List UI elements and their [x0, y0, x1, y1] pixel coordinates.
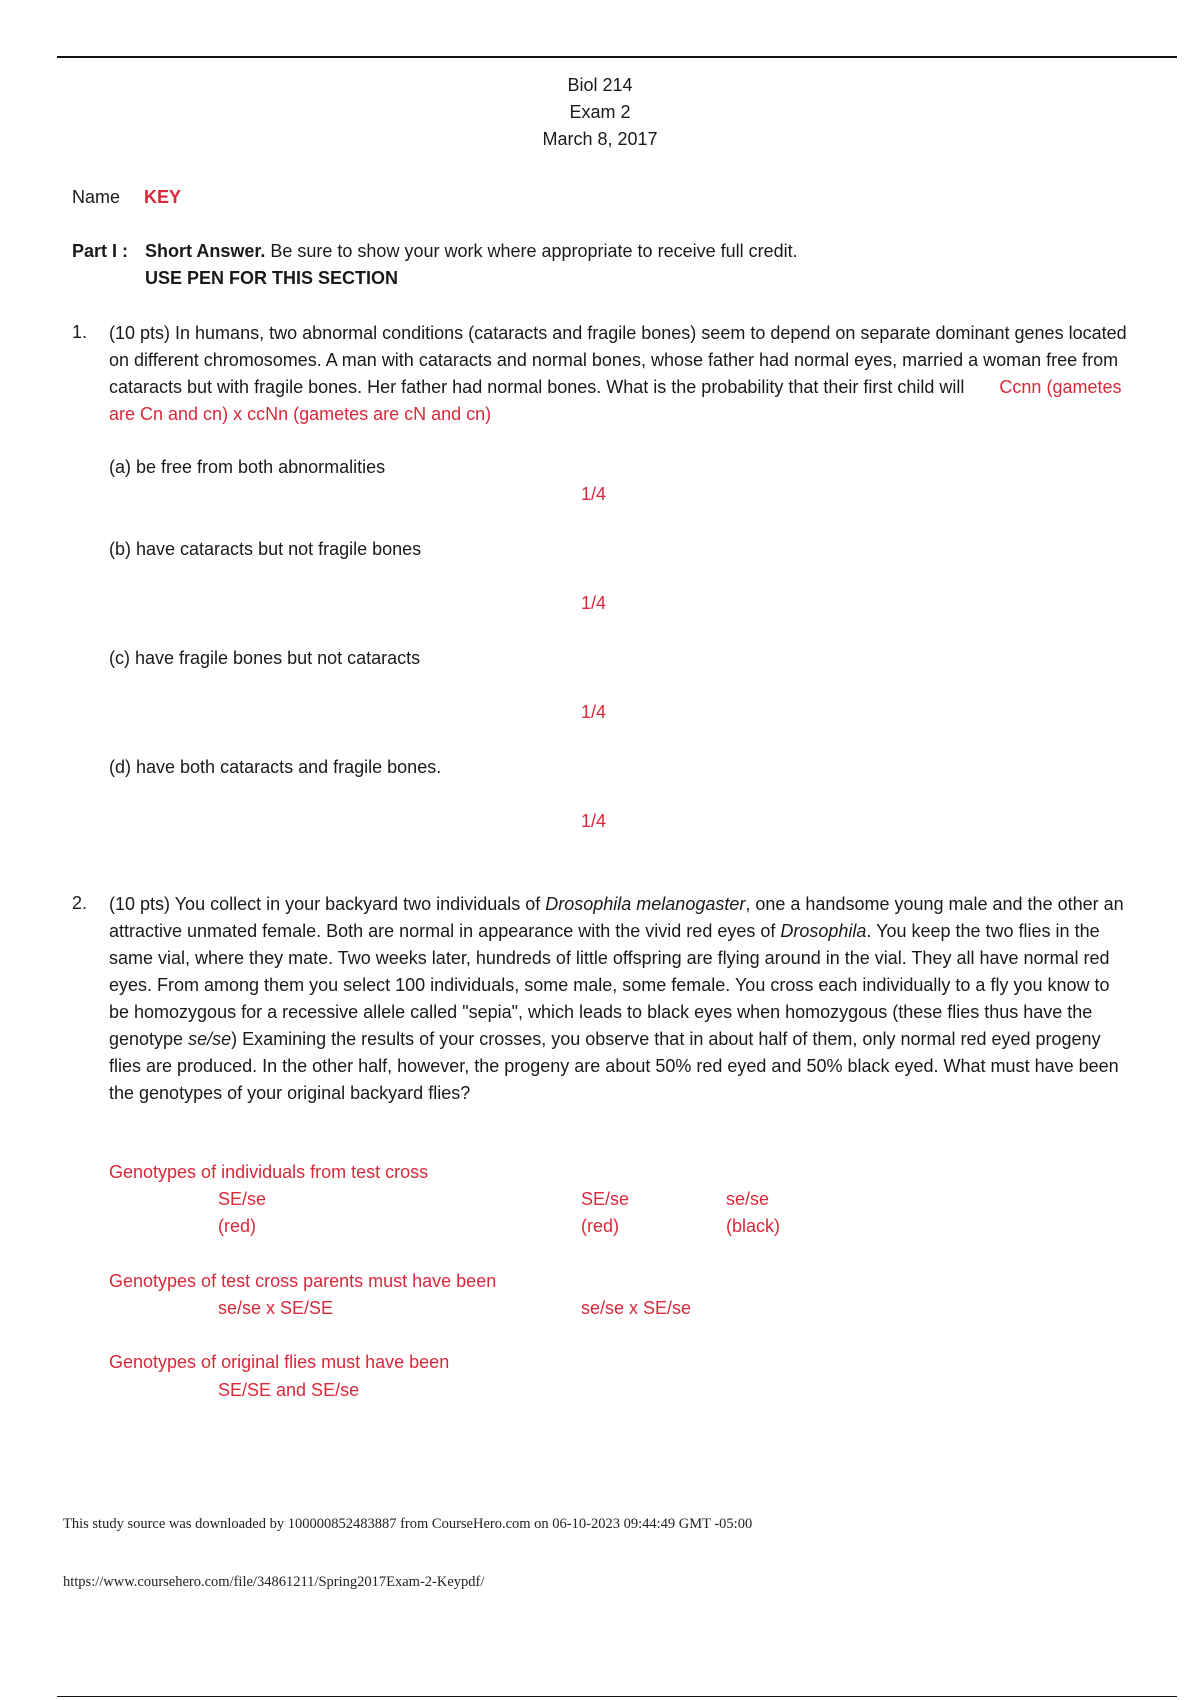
part-instructions	[145, 241, 798, 262]
q2-heading-test-cross: Genotypes of individuals from test cross	[109, 1162, 429, 1182]
q1-part-c: (c) have fragile bones but not cataracts	[109, 648, 421, 668]
q1-part-a: (a) be free from both abnormalities	[109, 457, 386, 477]
q2-original-genotypes: SE/SE and SE/se	[218, 1380, 360, 1400]
part-title: Short Answer.	[145, 241, 266, 261]
q2-phenotype-1: (red)	[218, 1216, 257, 1236]
q2-cross-1: se/se x SE/SE	[218, 1298, 334, 1318]
source-url[interactable]: https://www.coursehero.com/file/34861211/Spring2017Exam-2-Keypdf/	[63, 1574, 485, 1590]
q2-number: 2.	[72, 893, 88, 913]
part-instruction-text: Be sure to show your work where appropriate to receive full credit.	[270, 241, 798, 261]
q2-genotype: se/se	[188, 1029, 232, 1049]
name-label: Name	[72, 187, 121, 207]
q2-cross-2: se/se x SE/se	[581, 1298, 692, 1318]
q1-text	[109, 320, 1129, 428]
q2-phenotype-3: (black)	[726, 1216, 781, 1236]
q1-answer-c: 1/4	[581, 702, 607, 722]
q2-heading-parents: Genotypes of test cross parents must have been	[109, 1271, 497, 1291]
course-title: Biol 214	[567, 75, 633, 95]
q2-text-4: ) Examining the results of your crosses, you observe that in about half of them, only normal red eyed progeny flies are produced. In the other half, however, the progeny are about 50% red eyed and 50% black eyed. What must have been the genotypes of your original backyard flies?	[109, 1029, 1119, 1103]
q2-text	[109, 891, 1129, 1107]
q1-part-d: (d) have both cataracts and fragile bones.	[109, 757, 442, 777]
part-label: Part I :	[72, 241, 129, 261]
q2-text-2: , one a handsome young male and the other an attractive unmated female. Both are normal in appearance with the vivid red eyes of	[109, 894, 1124, 941]
q2-phenotype-2: (red)	[581, 1216, 620, 1236]
exam-title: Exam 2	[569, 102, 631, 122]
download-note: This study source was downloaded by 100000852483887 from CourseHero.com on 06-10-2023 09:44:49 GMT -05:00	[63, 1516, 753, 1532]
q2-genotype-1: SE/se	[218, 1189, 267, 1209]
q1-prompt: (10 pts) In humans, two abnormal conditions (cataracts and fragile bones) seem to depend on separate dominant genes located on different chromosomes. A man with cataracts and normal bones, whose father had normal eyes, married a woman free from cataracts but with fragile bones. Her father had normal bones. What is the probability that their first child will	[109, 323, 1127, 397]
q1-answer-a: 1/4	[581, 484, 607, 504]
q1-answer-d: 1/4	[581, 811, 607, 831]
q2-genus: Drosophila	[780, 921, 867, 941]
top-rule	[57, 56, 1177, 58]
q1-number: 1.	[72, 322, 88, 342]
q2-text-3: . You keep the two flies in the same vial, where they mate. Two weeks later, hundreds of little offspring are flying around in the vial. They all have normal red eyes. From among them you select 100 individuals, some male, some female. You cross each individually to a fly you know to be homozygous for a recessive allele called "sepia", which leads to black eyes when homozygous (these flies thus have the genotype	[109, 921, 1110, 1049]
q2-species: Drosophila melanogaster	[545, 894, 746, 914]
bottom-rule	[57, 1696, 1177, 1697]
q1-answer-b: 1/4	[581, 593, 607, 613]
q1-part-b: (b) have cataracts but not fragile bones	[109, 539, 422, 559]
q1-cross-answer: Ccnn (gametes are Cn and cn) x ccNn (gametes are cN and cn)	[109, 377, 1122, 424]
q2-heading-original: Genotypes of original flies must have been	[109, 1352, 450, 1372]
q2-text-1: (10 pts) You collect in your backyard two individuals of	[109, 894, 546, 914]
name-value: KEY	[144, 187, 182, 207]
exam-date: March 8, 2017	[542, 129, 658, 149]
q2-genotype-2: SE/se	[581, 1189, 630, 1209]
q2-genotype-3: se/se	[726, 1189, 770, 1209]
pen-note: USE PEN FOR THIS SECTION	[145, 268, 399, 288]
